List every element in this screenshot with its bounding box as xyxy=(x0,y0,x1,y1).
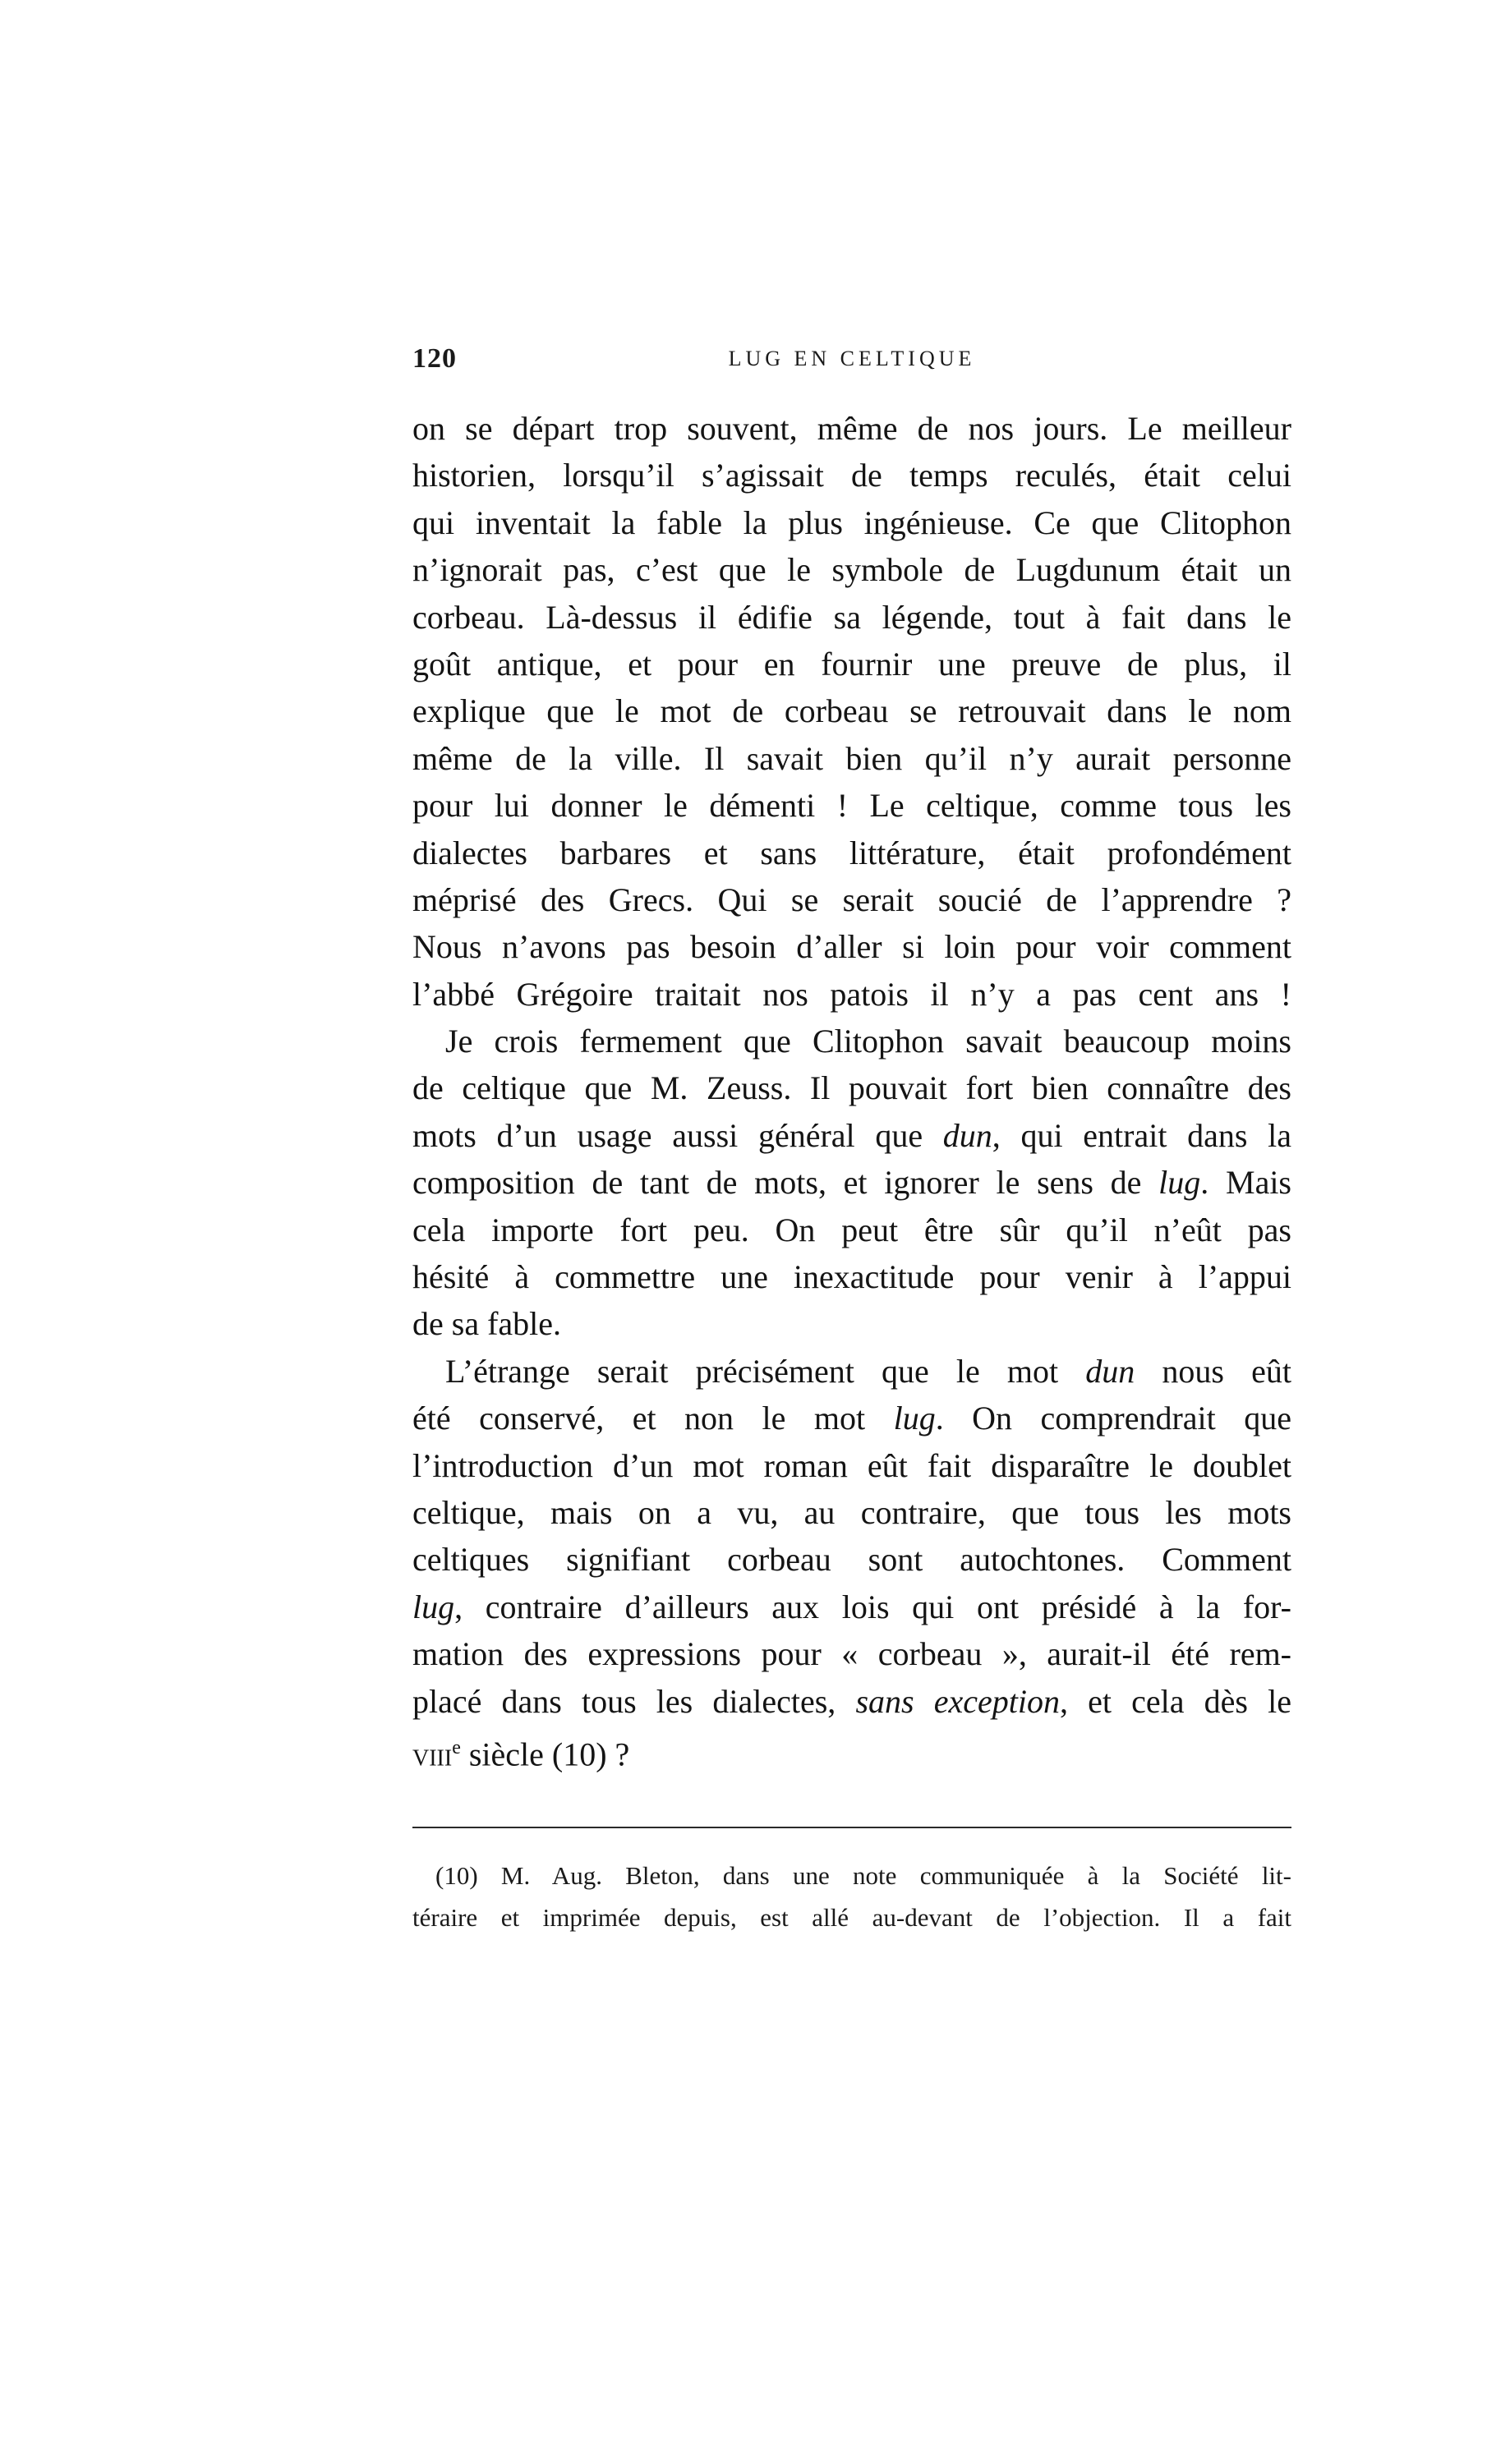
text-line: hésité à commettre une inexactitude pour venir à l’appui xyxy=(412,1258,1291,1296)
paragraph-start-line: L’étrange serait précisément que le mot dun nous eût xyxy=(445,1352,1291,1390)
text-line: mots d’un usage aussi général que dun, qui entrait dans la xyxy=(412,1116,1292,1154)
running-title: LUG EN CELTIQUE xyxy=(728,347,976,370)
paragraph-start-line: Je crois fermement que Clitophon savait beaucoup moins xyxy=(445,1023,1291,1060)
text-line: historien, lorsqu’il s’agissait de temps reculés, était celui xyxy=(412,457,1291,494)
footnotes xyxy=(412,1855,1291,1938)
superscript: e xyxy=(452,1736,461,1758)
roman-numeral: viii xyxy=(412,1735,453,1773)
text-line: dialectes barbares et sans littérature, était profondément xyxy=(412,834,1291,871)
paragraph-end-line: l’abbé Grégoire traitait nos patois il n’y a pas cent ans ! xyxy=(412,975,1291,1013)
text-line: on se départ trop souvent, même de nos jours. Le meilleur xyxy=(412,410,1291,447)
text-line: lug, contraire d’ailleurs aux lois qui ont présidé à la for- xyxy=(412,1588,1291,1625)
italic-term: sans exception xyxy=(855,1682,1060,1720)
italic-term: lug xyxy=(893,1400,936,1437)
paragraph-end-line: viii$^e$ siècle (10) ? xyxy=(412,1735,630,1773)
text-line: explique que le mot de corbeau se retrouvait dans le nom xyxy=(412,692,1291,730)
text-line: été conservé, et non le mot lug. On comprendrait que xyxy=(412,1400,1292,1437)
text-line: corbeau. Là-dessus il édifie sa légende, tout à fait dans le xyxy=(412,598,1291,636)
text-line: celtiques signifiant corbeau sont autochtones. Comment xyxy=(412,1541,1291,1579)
text-line: mation des expressions pour « corbeau », aurait-il été rem- xyxy=(412,1635,1291,1673)
running-head xyxy=(412,343,1291,379)
italic-term: lug xyxy=(412,1588,455,1625)
paragraph-end-line: de sa fable. xyxy=(412,1305,562,1343)
text-line: méprisé des Grecs. Qui se serait soucié de l’apprendre ? xyxy=(412,880,1291,918)
text-line: Nous n’avons pas besoin d’aller si loin pour voir comment xyxy=(412,928,1291,966)
text-line: goût antique, et pour en fournir une preuve de plus, il xyxy=(412,645,1291,683)
page-number: 120 xyxy=(412,343,457,374)
footnote-separator-rule xyxy=(412,1827,1291,1828)
text-line: même de la ville. Il savait bien qu’il n’y aurait personne xyxy=(412,739,1291,777)
text-line: celtique, mais on a vu, au contraire, que tous les mots xyxy=(412,1493,1291,1531)
italic-term: dun xyxy=(942,1116,992,1154)
text-line: placé dans tous les dialectes, sans exception, et cela dès le xyxy=(412,1682,1292,1720)
text-line: n’ignorait pas, c’est que le symbole de Lugdunum était un xyxy=(412,551,1291,589)
body-text xyxy=(412,405,1291,1772)
italic-term: lug xyxy=(1158,1164,1201,1202)
text-line: pour lui donner le démenti ! Le celtique, comme tous les xyxy=(412,787,1291,825)
text-line: cela importe fort peu. On peut être sûr qu’il n’eût pas xyxy=(412,1211,1291,1248)
text-line: qui inventait la fable la plus ingénieuse. Ce que Clitophon xyxy=(412,503,1291,541)
text-line: de celtique que M. Zeuss. Il pouvait fort bien connaître des xyxy=(412,1069,1291,1107)
text-line: composition de tant de mots, et ignorer le sens de lug. Mais xyxy=(412,1164,1292,1202)
text-line: l’introduction d’un mot roman eût fait disparaître le doublet xyxy=(412,1446,1291,1484)
italic-term: dun xyxy=(1085,1352,1135,1390)
footnote-line: téraire et imprimée depuis, est allé au-devant de l’objection. Il a fait xyxy=(412,1903,1291,1932)
footnote-line: (10) M. Aug. Bleton, dans une note communiquée à la Société lit- xyxy=(435,1861,1291,1890)
